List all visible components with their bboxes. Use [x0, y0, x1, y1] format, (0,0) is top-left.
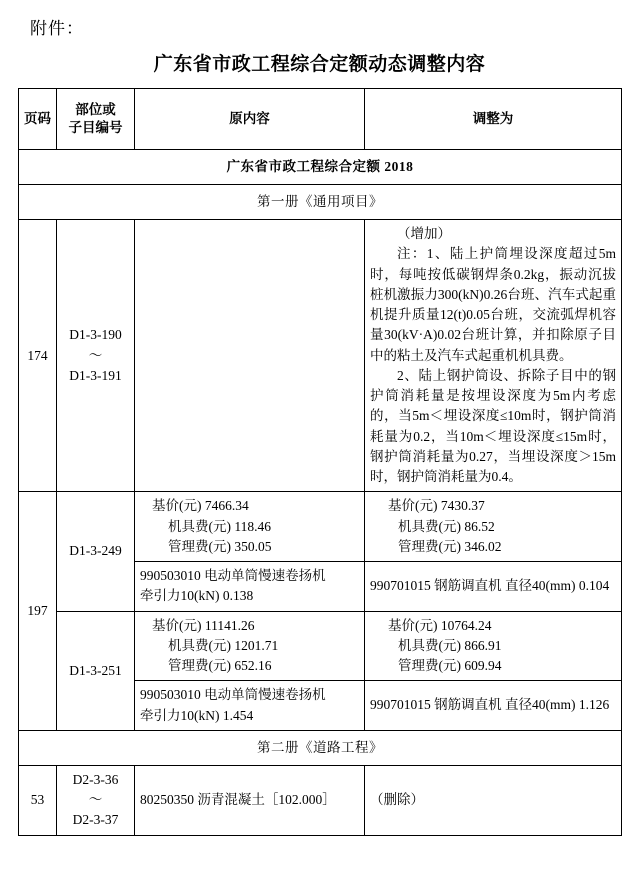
- header-code: [57, 89, 135, 150]
- code-line2: D2-3-37: [72, 812, 119, 828]
- adjustment-table: [18, 88, 622, 836]
- band-book1: 第一册《通用项目》: [19, 185, 622, 220]
- table-row: [19, 492, 622, 562]
- price-base: 基价(元) 10764.24: [388, 617, 492, 633]
- row-code-d1-3-251: D1-3-251: [57, 611, 135, 730]
- band-row-volume: [19, 150, 622, 185]
- price-machinery: 机具费(元) 1201.71: [168, 637, 279, 653]
- code-line2: D1-3-191: [69, 367, 122, 383]
- header-original: 原内容: [135, 89, 365, 150]
- adjusted-item-d1-3-251: [365, 681, 622, 731]
- row-code-d1-3-249: D1-3-249: [57, 492, 135, 611]
- price-base: 基价(元) 7466.34: [152, 498, 249, 514]
- band-volume-main: 广东省市政工程综合定额 2018: [19, 150, 622, 185]
- row-original-empty: [135, 220, 365, 492]
- price-management: 管理费(元) 609.94: [398, 658, 502, 673]
- price-management: 管理费(元) 350.05: [168, 538, 272, 554]
- item-line2: 牵引力10(kN) 0.138: [140, 588, 254, 604]
- table-row: [19, 611, 622, 681]
- row-code-d2-3-36: [57, 765, 135, 835]
- original-price-d1-3-251: [135, 611, 365, 681]
- table-row: [19, 220, 622, 492]
- price-machinery: 机具费(元) 118.46: [168, 518, 271, 534]
- adjusted-para-1: 注：1、陆上护筒埋设深度超过5m时，每吨按低碳钢焊条0.2kg，振动沉拔桩机激振力300(kN)0.26台班、汽车式起重机提升质量12(t)0.05台班，交流弧焊机容量30(kV·A)0.02台班计算，并扣除原子目中的粘土及汽车式起重机机具费。: [370, 246, 616, 363]
- band-row-book2: [19, 730, 622, 765]
- price-base: 基价(元) 11141.26: [152, 617, 255, 633]
- item-line2: 牵引力10(kN) 1.454: [140, 707, 254, 723]
- row-original-d2-3-36: 80250350 沥青混凝土［102.000］: [135, 765, 365, 835]
- page-title: 广东省市政工程综合定额动态调整内容: [153, 54, 486, 75]
- row-adjusted-d2-3-36: （删除）: [365, 765, 622, 835]
- row-code-d1-3-190: [57, 220, 135, 492]
- price-management: 管理费(元) 652.16: [168, 658, 272, 673]
- row-adjusted-notes: [365, 220, 622, 492]
- code-line1: D2-3-36: [72, 771, 119, 787]
- row-page-174: 174: [19, 220, 57, 492]
- attachment-label: 附件：: [30, 19, 84, 38]
- price-machinery: 机具费(元) 866.91: [398, 637, 502, 653]
- table-row: [19, 765, 622, 835]
- band-book2: 第二册《道路工程》: [19, 730, 622, 765]
- original-item-d1-3-251: [135, 681, 365, 731]
- price-machinery: 机具费(元) 86.52: [398, 518, 495, 534]
- header-adjusted: 调整为: [365, 89, 622, 150]
- item-line1: 990701015 钢筋调直机 直径40(mm) 1.126: [370, 697, 610, 713]
- code-separator: ～: [88, 792, 103, 807]
- adjusted-para-0: （增加）: [397, 226, 451, 241]
- header-code-line2: 子目编号: [68, 120, 123, 135]
- price-management: 管理费(元) 346.02: [398, 538, 502, 554]
- code-separator: ～: [88, 347, 103, 363]
- adjusted-item-d1-3-249: [365, 562, 622, 612]
- item-line1: 990503010 电动单筒慢速卷扬机: [140, 687, 326, 703]
- item-line1: 990701015 钢筋调直机 直径40(mm) 0.104: [370, 578, 610, 594]
- original-price-d1-3-249: [135, 492, 365, 562]
- band-row-book1: [19, 185, 622, 220]
- table-header-row: [19, 89, 622, 150]
- adjusted-price-d1-3-251: [365, 611, 622, 681]
- header-code-line1: 部位或: [75, 101, 116, 117]
- row-page-53: 53: [19, 765, 57, 835]
- original-item-d1-3-249: [135, 562, 365, 612]
- header-page: 页码: [19, 89, 57, 150]
- code-line1: D1-3-190: [69, 327, 122, 343]
- price-base: 基价(元) 7430.37: [388, 498, 485, 514]
- adjusted-price-d1-3-249: [365, 492, 622, 562]
- row-page-197: 197: [19, 492, 57, 731]
- item-line1: 990503010 电动单筒慢速卷扬机: [140, 568, 326, 583]
- adjusted-para-2: 2、陆上钢护筒设、拆除子目中的钢护筒消耗量是按埋设深度为5m内考虑的，当5m＜埋设深度≤10m时，钢护筒消耗量为0.2，当10m＜埋设深度≤15m时，钢护筒消耗量为0.27，当埋设深度＞15m时，钢护筒消耗量为0.4。: [370, 367, 616, 484]
